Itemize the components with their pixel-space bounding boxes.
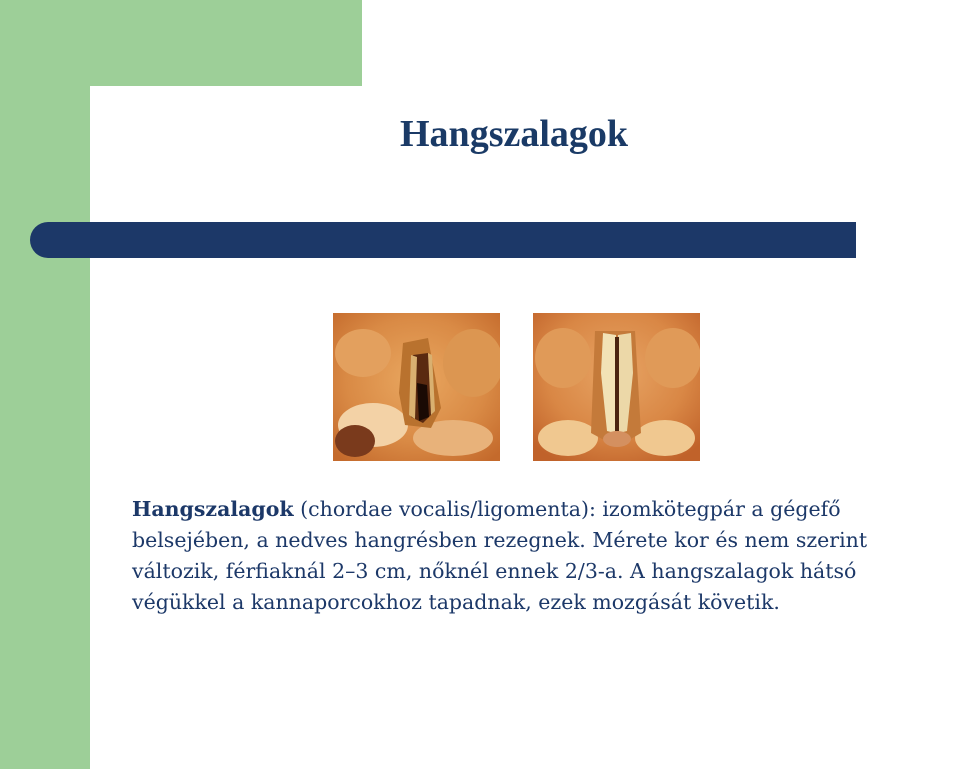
content-corner xyxy=(90,86,150,146)
body-definition: (chordae vocalis/ligomenta): izomkötegpár a gégefő belsejében, a nedves hangrésben rezegnek. Mérete kor és nem szerint változik, férfiaknál 2–3 cm, nőknél ennek 2/3-a. A hangszalagok hátsó végükkel a kannaporcokhoz tapadnak, ezek mozgását követik. xyxy=(132,497,868,614)
vocal-cords-closed-photo xyxy=(533,313,700,461)
vocal-cords-closed-image xyxy=(533,313,700,461)
title-divider-bar xyxy=(30,222,856,258)
top-accent-block xyxy=(0,0,362,86)
slide-body-text xyxy=(132,494,954,618)
vocal-cords-open-photo xyxy=(333,313,500,461)
left-accent-bar xyxy=(0,0,90,769)
vocal-cords-open-image xyxy=(333,313,500,461)
body-term: Hangszalagok xyxy=(132,497,294,521)
slide-title: Hangszalagok xyxy=(400,113,629,155)
